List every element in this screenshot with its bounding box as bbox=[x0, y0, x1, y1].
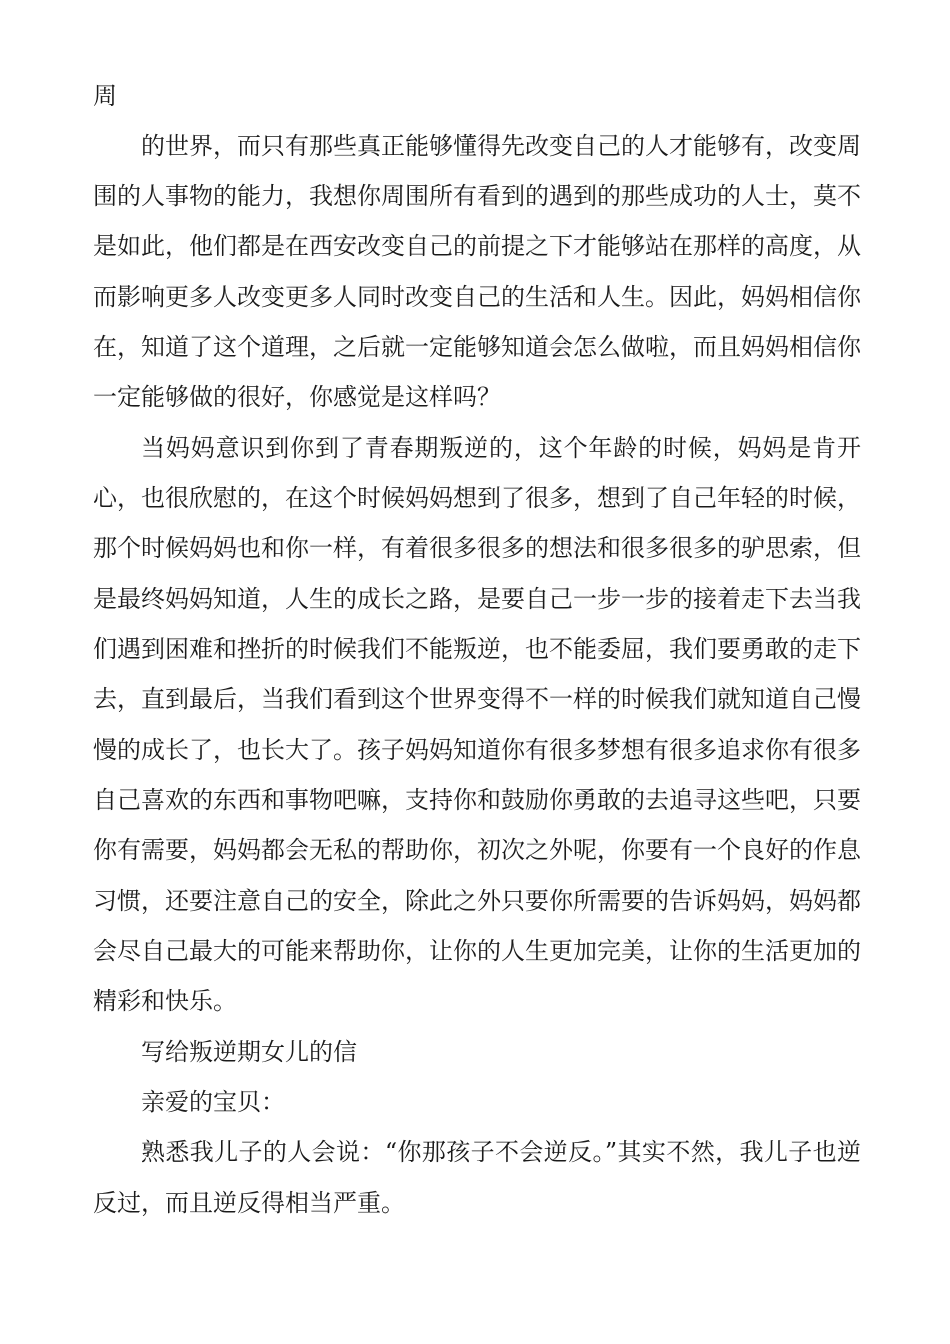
paragraph-first-line: 熟悉我儿子的人会说：“你那孩子不会逆反。”其实不然，我儿子也逆 bbox=[141, 1138, 861, 1166]
text-line: 们遇到困难和挫折的时候我们不能叛逆，也不能委屈，我们要勇敢的走下 bbox=[93, 635, 861, 663]
text-line: 围的人事物的能力，我想你周围所有看到的遇到的那些成功的人士，莫不 bbox=[93, 182, 861, 210]
paragraph-first-line: 当妈妈意识到你到了青春期叛逆的，这个年龄的时候，妈妈是肯开 bbox=[141, 434, 861, 462]
paragraph-first-line: 的世界，而只有那些真正能够懂得先改变自己的人才能够有，改变周 bbox=[141, 132, 861, 160]
text-line: 是如此，他们都是在西安改变自己的前提之下才能够站在那样的高度，从 bbox=[93, 232, 861, 260]
text-line: 习惯，还要注意自己的安全，除此之外只要你所需要的告诉妈妈，妈妈都 bbox=[93, 887, 861, 915]
text-line: 自己喜欢的东西和事物吧嘛，支持你和鼓励你勇敢的去追寻这些吧，只要 bbox=[93, 786, 861, 814]
text-line: 你有需要，妈妈都会无私的帮助你，初次之外呢，你要有一个良好的作息 bbox=[93, 836, 861, 864]
text-line: 而影响更多人改变更多人同时改变自己的生活和人生。因此，妈妈相信你 bbox=[93, 283, 861, 311]
text-line: 心，也很欣慰的，在这个时候妈妈想到了很多，想到了自己年轻的时候， bbox=[93, 484, 861, 512]
text-line: 是最终妈妈知道，人生的成长之路，是要自己一步一步的接着走下去当我 bbox=[93, 585, 861, 613]
text-line: 一定能够做的很好，你感觉是这样吗？ bbox=[93, 383, 501, 411]
letter-title: 写给叛逆期女儿的信 bbox=[141, 1038, 357, 1066]
text-line: 去，直到最后，当我们看到这个世界变得不一样的时候我们就知道自己慢 bbox=[93, 685, 861, 713]
text-line: 在，知道了这个道理，之后就一定能够知道会怎么做啦，而且妈妈相信你 bbox=[93, 333, 861, 361]
text-line: 反过，而且逆反得相当严重。 bbox=[93, 1189, 405, 1217]
text-line: 会尽自己最大的可能来帮助你，让你的人生更加完美，让你的生活更加的 bbox=[93, 937, 861, 965]
letter-salutation: 亲爱的宝贝： bbox=[141, 1088, 285, 1116]
text-line: 那个时候妈妈也和你一样，有着很多很多的想法和很多很多的驴思索，但 bbox=[93, 534, 861, 562]
text-line: 慢的成长了，也长大了。孩子妈妈知道你有很多梦想有很多追求你有很多 bbox=[93, 736, 861, 764]
text-line: 精彩和快乐。 bbox=[93, 987, 237, 1015]
text-line: 周 bbox=[93, 82, 117, 110]
